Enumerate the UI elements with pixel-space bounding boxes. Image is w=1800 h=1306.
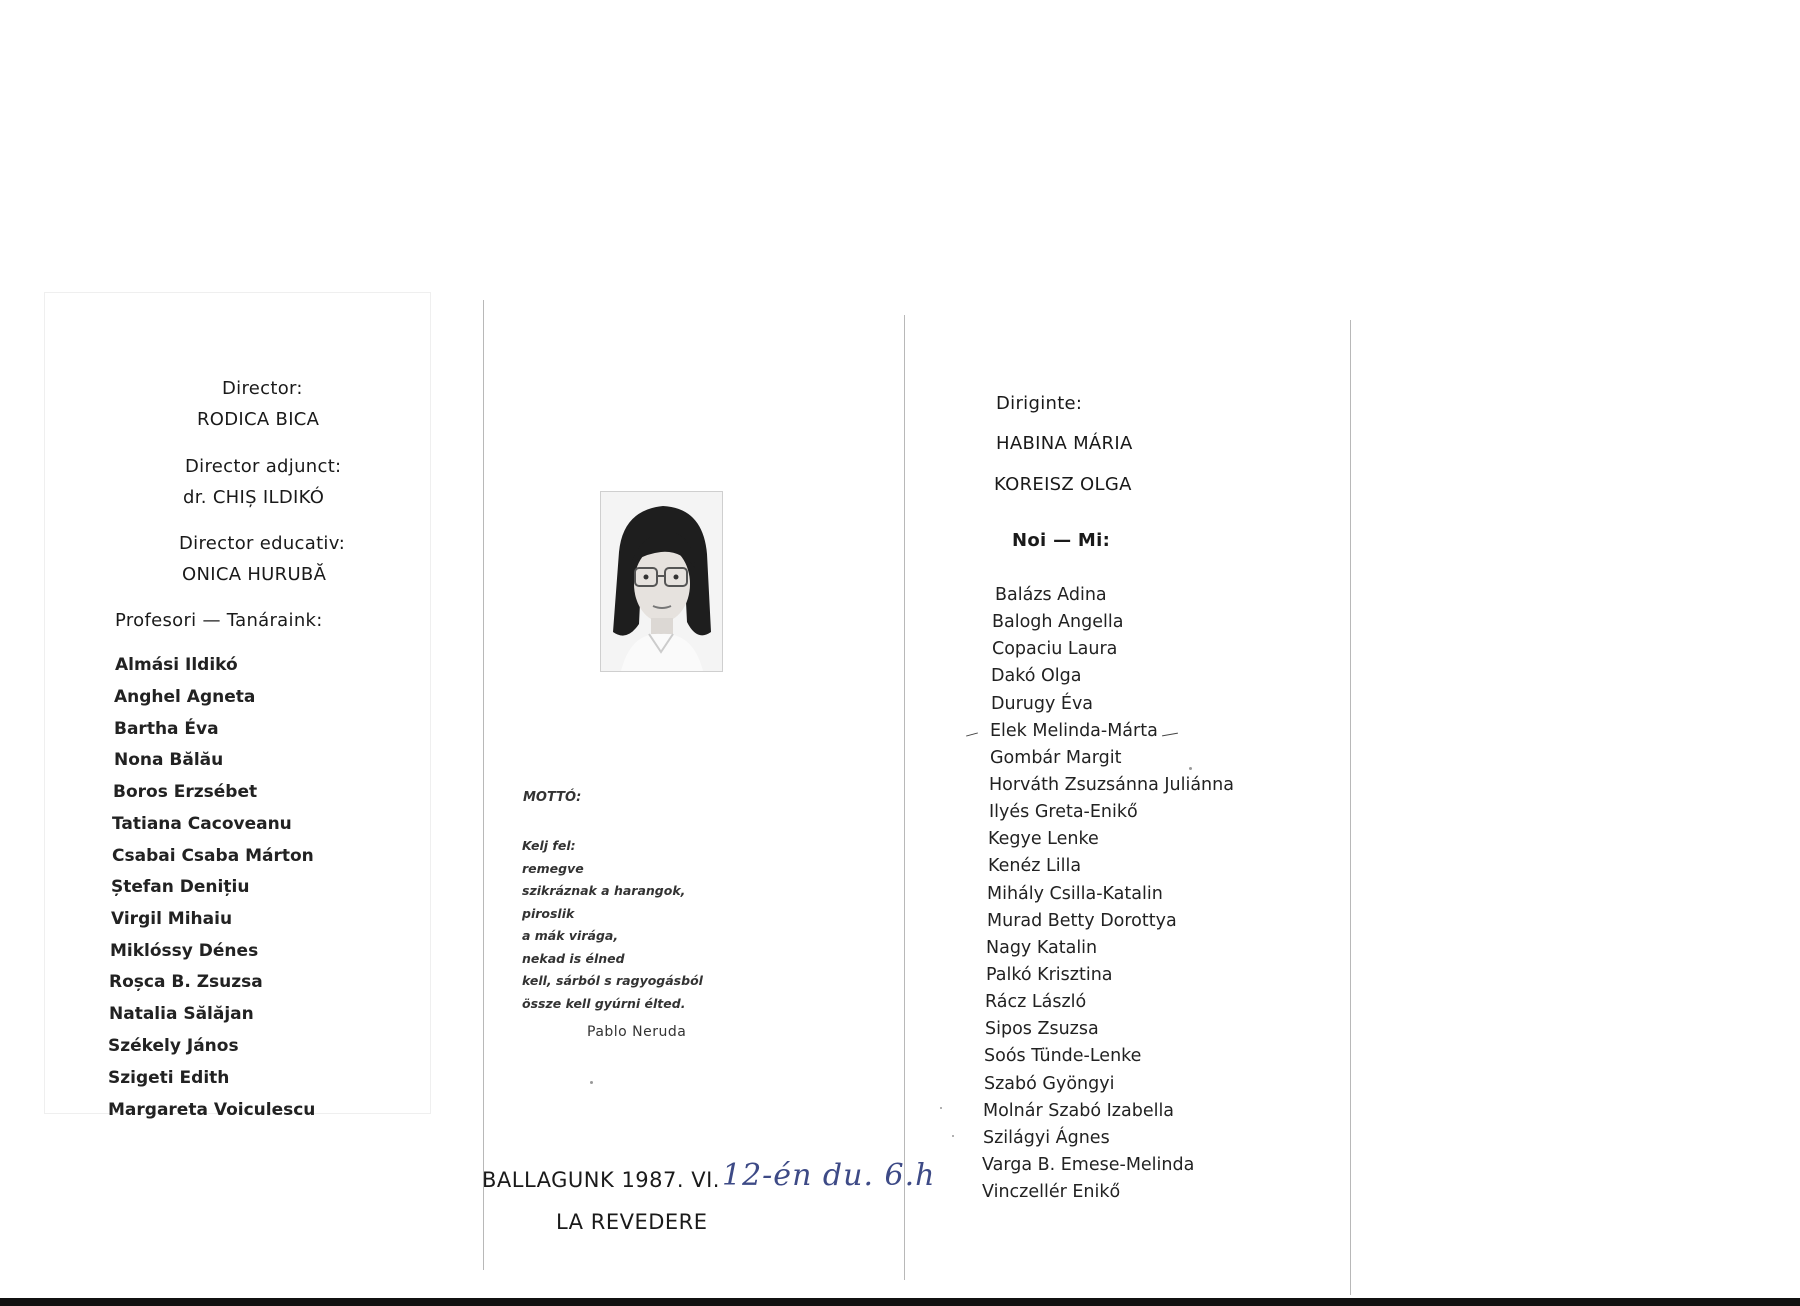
student-item: Kegye Lenke xyxy=(988,829,1099,849)
student-item: Dakó Olga xyxy=(991,666,1082,686)
handwritten-date: 12-én du. 6.h xyxy=(722,1158,936,1193)
educational-director-name: ONICA HURUBĂ xyxy=(182,564,327,585)
students-heading: Noi — Mi: xyxy=(1012,530,1111,551)
motto-line: kell, sárból s ragyogásból xyxy=(522,973,703,988)
fold-line-left xyxy=(483,300,484,1270)
scan-speck xyxy=(952,1135,954,1137)
teacher-item: Ștefan Denițiu xyxy=(111,877,250,897)
portrait-illustration xyxy=(601,492,722,671)
student-item: Szilágyi Ágnes xyxy=(983,1128,1110,1148)
teacher-item: Nona Bălău xyxy=(114,750,224,770)
fold-line-middle xyxy=(904,315,905,1280)
teacher-item: Szigeti Edith xyxy=(108,1068,230,1088)
motto-author: Pablo Neruda xyxy=(587,1024,687,1040)
head-teacher-name: KOREISZ OLGA xyxy=(994,474,1132,495)
teacher-item: Virgil Mihaiu xyxy=(111,909,233,929)
student-item: Mihály Csilla-Katalin xyxy=(987,884,1163,904)
student-item: Gombár Margit xyxy=(990,748,1122,768)
student-item: Molnár Szabó Izabella xyxy=(983,1101,1175,1121)
head-teacher-name: HABINA MÁRIA xyxy=(996,433,1133,454)
student-item: Vinczellér Enikő xyxy=(982,1182,1121,1202)
student-item: Elek Melinda-Márta xyxy=(990,721,1158,741)
student-item: Ilyés Greta-Enikő xyxy=(989,802,1138,822)
scan-edge-bar xyxy=(0,1298,1800,1306)
fold-line-right xyxy=(1350,320,1351,1295)
student-item: Varga B. Emese-Melinda xyxy=(982,1155,1195,1175)
student-item: Nagy Katalin xyxy=(986,938,1098,958)
student-item: Balogh Angella xyxy=(992,612,1124,632)
motto-line: a mák virága, xyxy=(522,928,619,943)
deputy-director-name: dr. CHIȘ ILDIKÓ xyxy=(183,487,325,508)
student-item: Copaciu Laura xyxy=(992,639,1118,659)
scan-speck xyxy=(940,1107,942,1109)
motto-line: piroslik xyxy=(522,906,575,921)
motto-line: Kelj fel: xyxy=(522,838,576,853)
teacher-item: Tatiana Cacoveanu xyxy=(112,814,292,834)
teacher-item: Székely János xyxy=(108,1036,239,1056)
educational-director-label: Director educativ: xyxy=(179,533,346,554)
teacher-item: Csabai Csaba Márton xyxy=(112,846,314,866)
student-item: Rácz László xyxy=(985,992,1087,1012)
scan-speck xyxy=(590,1081,593,1084)
motto-line: szikráznak a harangok, xyxy=(522,883,686,898)
director-label: Director: xyxy=(222,378,303,399)
teachers-heading: Profesori — Tanáraink: xyxy=(115,610,323,631)
scan-speck xyxy=(1189,767,1192,770)
teacher-item: Anghel Agneta xyxy=(114,687,256,707)
pencil-mark-left xyxy=(966,732,978,736)
head-teacher-label: Diriginte: xyxy=(996,393,1083,414)
student-item: Kenéz Lilla xyxy=(988,856,1082,876)
teacher-item: Almási Ildikó xyxy=(115,655,238,675)
farewell-text: LA REVEDERE xyxy=(556,1210,708,1234)
student-item: Balázs Adina xyxy=(995,585,1107,605)
student-item: Murad Betty Dorottya xyxy=(987,911,1177,931)
student-item: Szabó Gyöngyi xyxy=(984,1074,1115,1094)
teacher-item: Roșca B. Zsuzsa xyxy=(109,972,263,992)
teacher-item: Bartha Éva xyxy=(114,719,219,739)
student-item: Palkó Krisztina xyxy=(986,965,1113,985)
teacher-item: Miklóssy Dénes xyxy=(110,941,259,961)
motto-line: nekad is élned xyxy=(522,951,625,966)
teacher-item: Natalia Sălăjan xyxy=(109,1004,254,1024)
director-name: RODICA BICA xyxy=(197,409,320,430)
motto-line: össze kell gyúrni élted. xyxy=(522,996,686,1011)
student-item: Durugy Éva xyxy=(991,694,1094,714)
pencil-mark-right xyxy=(1162,733,1178,737)
teacher-item: Boros Erzsébet xyxy=(113,782,258,802)
student-item: Soós Tünde-Lenke xyxy=(984,1046,1142,1066)
ceremony-text: BALLAGUNK 1987. VI. xyxy=(482,1168,720,1192)
student-item: Sipos Zsuzsa xyxy=(985,1019,1099,1039)
motto-line: remegve xyxy=(522,861,584,876)
deputy-director-label: Director adjunct: xyxy=(185,456,342,477)
teacher-item: Margareta Voiculescu xyxy=(108,1100,316,1120)
student-portrait-photo xyxy=(600,491,723,672)
student-item: Horváth Zsuzsánna Juliánna xyxy=(989,775,1234,795)
motto-heading: MOTTÓ: xyxy=(523,790,582,805)
